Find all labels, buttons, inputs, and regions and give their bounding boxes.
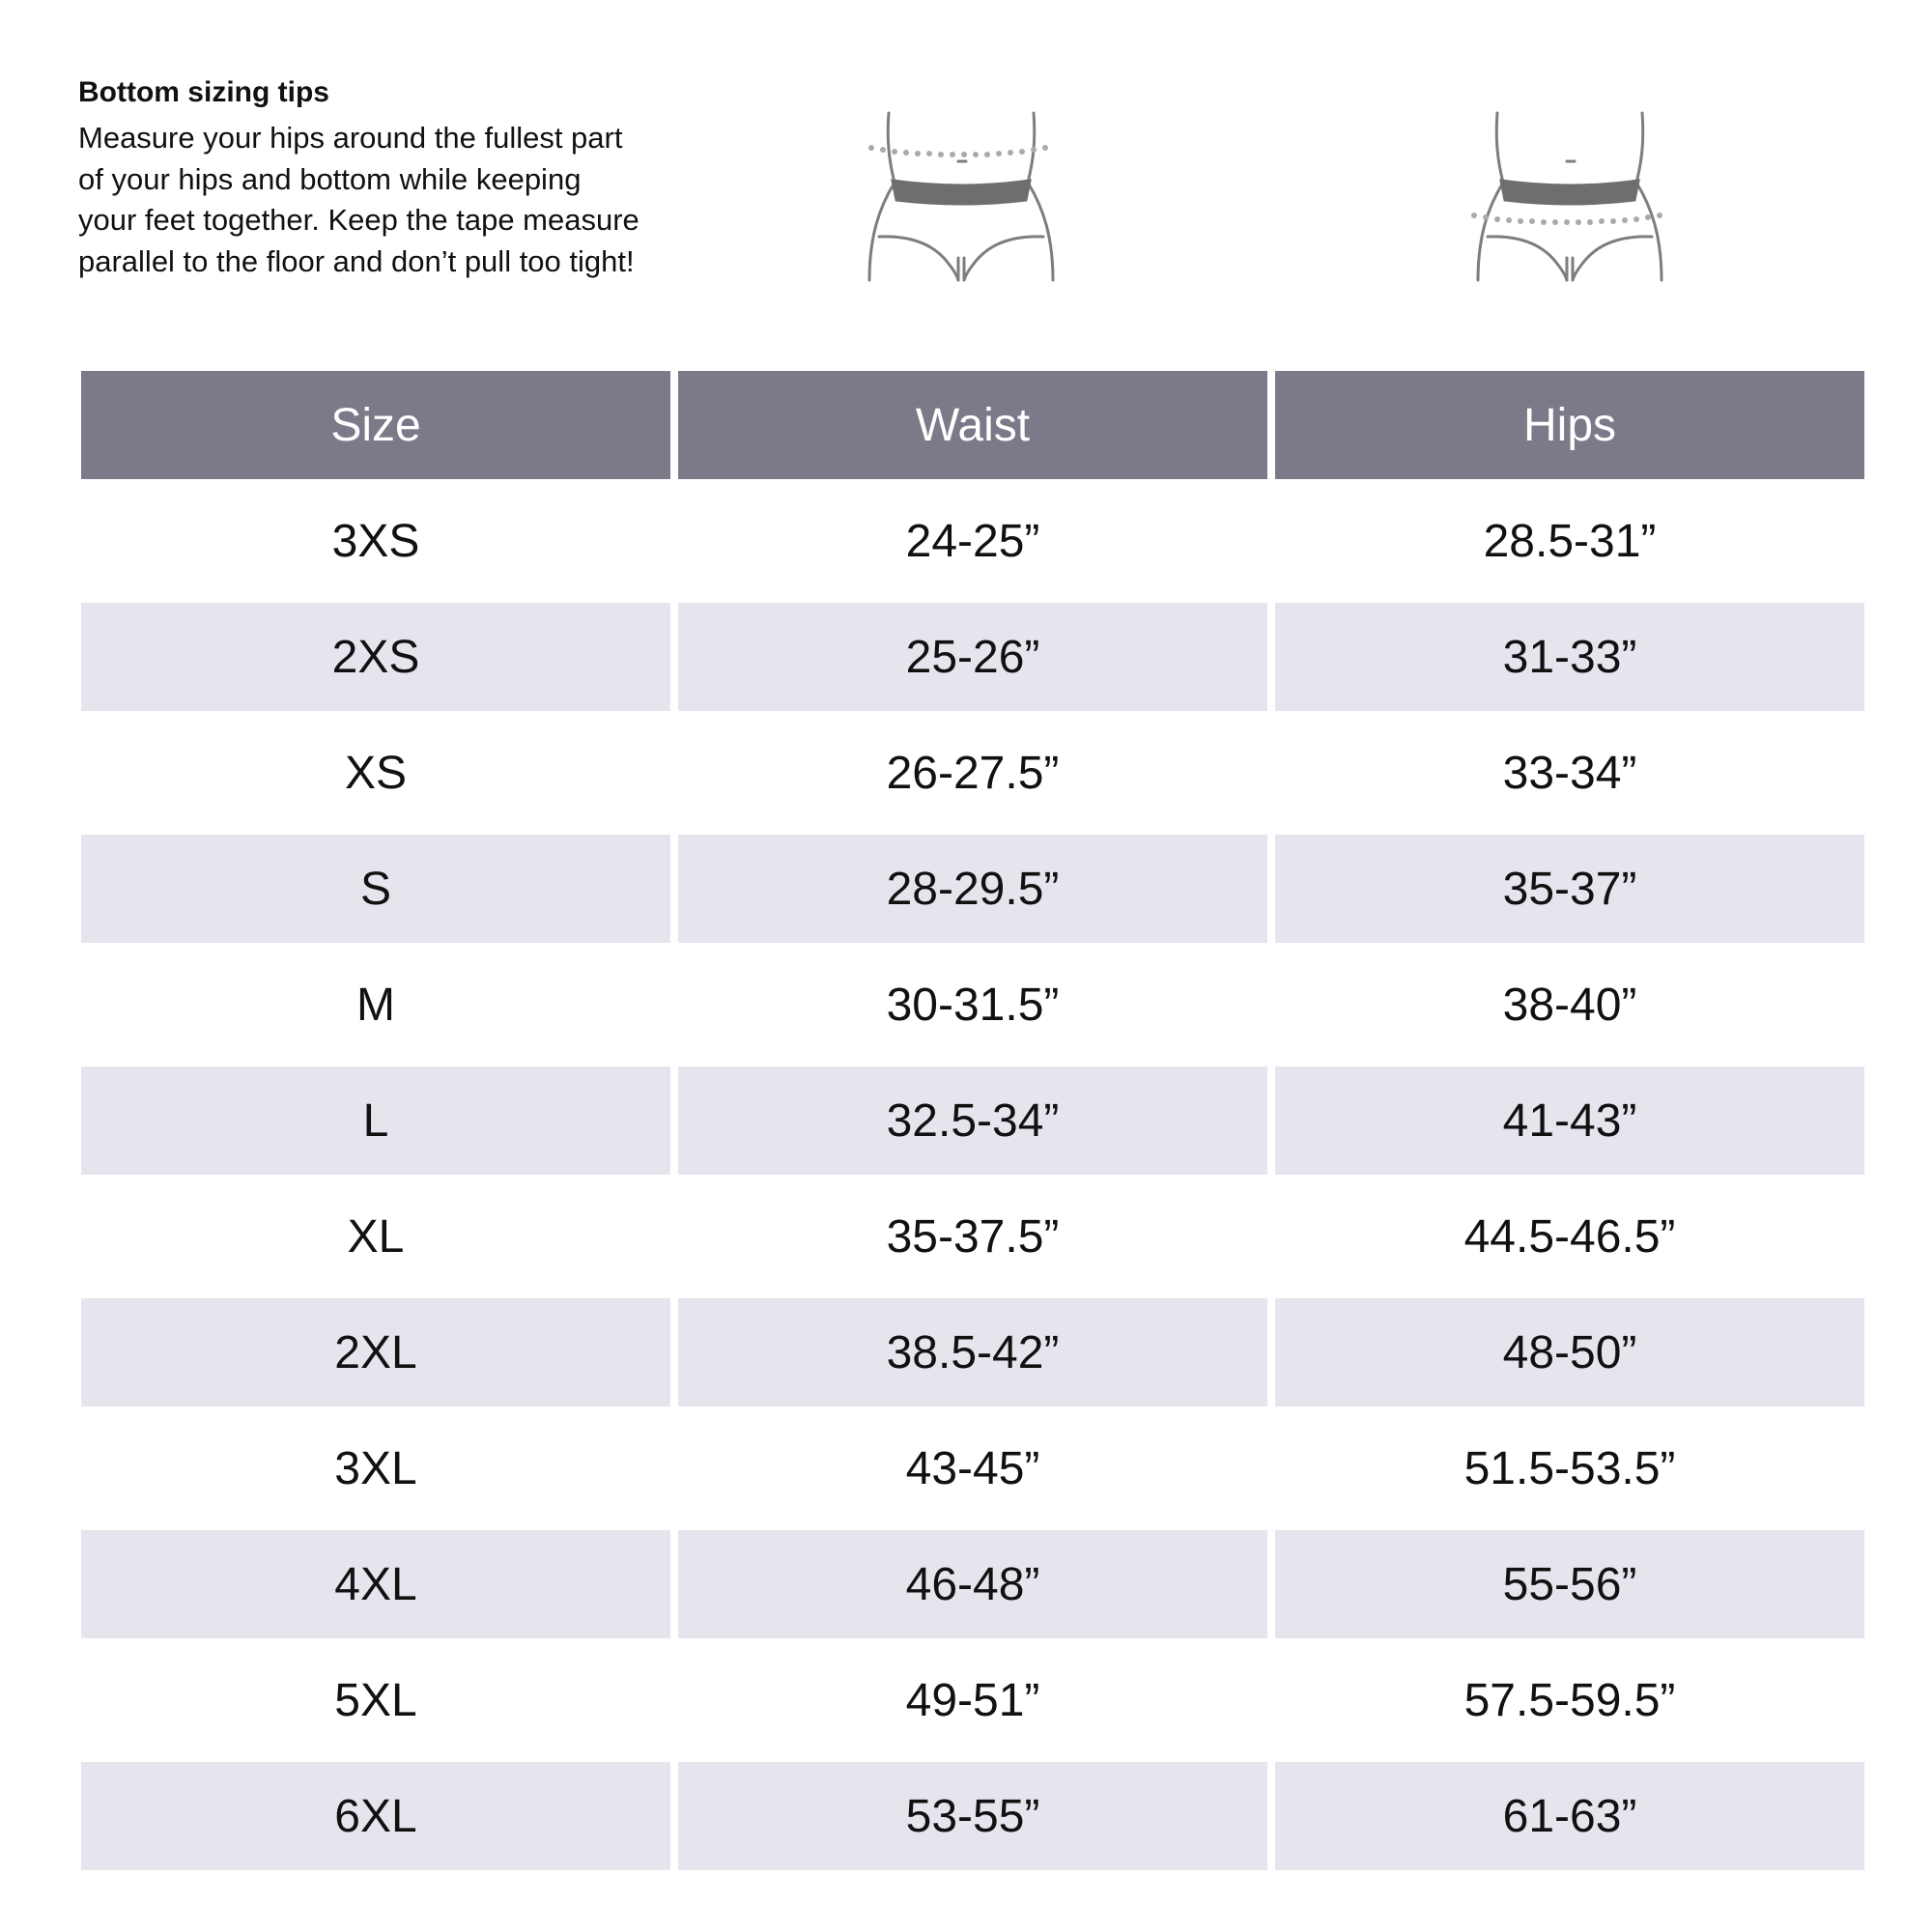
table-row bbox=[81, 487, 1864, 595]
cell-size: L bbox=[81, 1066, 670, 1175]
header-waist: Waist bbox=[678, 371, 1267, 479]
cell-hips: 35-37” bbox=[1275, 835, 1864, 943]
sizing-tips bbox=[78, 73, 696, 282]
table-header-row bbox=[81, 371, 1864, 479]
cell-waist: 26-27.5” bbox=[678, 719, 1267, 827]
table-row bbox=[81, 1066, 1864, 1175]
cell-hips: 38-40” bbox=[1275, 951, 1864, 1059]
table-row bbox=[81, 1646, 1864, 1754]
cell-size: 6XL bbox=[81, 1762, 670, 1870]
table-row bbox=[81, 1182, 1864, 1291]
cell-waist: 25-26” bbox=[678, 603, 1267, 711]
tips-line: parallel to the floor and don’t pull too tight! bbox=[78, 243, 635, 278]
cell-size: 5XL bbox=[81, 1646, 670, 1754]
cell-size: M bbox=[81, 951, 670, 1059]
cell-hips: 48-50” bbox=[1275, 1298, 1864, 1406]
tips-title: Bottom sizing tips bbox=[78, 76, 329, 108]
cell-hips: 44.5-46.5” bbox=[1275, 1182, 1864, 1291]
cell-hips: 57.5-59.5” bbox=[1275, 1646, 1864, 1754]
table-row bbox=[81, 835, 1864, 943]
tips-line: Measure your hips around the fullest part bbox=[78, 121, 623, 155]
cell-size: 4XL bbox=[81, 1530, 670, 1638]
cell-hips: 33-34” bbox=[1275, 719, 1864, 827]
table-row bbox=[81, 1530, 1864, 1638]
waist-measurement-icon bbox=[850, 101, 1082, 314]
cell-waist: 35-37.5” bbox=[678, 1182, 1267, 1291]
cell-waist: 46-48” bbox=[678, 1530, 1267, 1638]
cell-waist: 30-31.5” bbox=[678, 951, 1267, 1059]
cell-size: 3XS bbox=[81, 487, 670, 595]
cell-hips: 41-43” bbox=[1275, 1066, 1864, 1175]
table-row bbox=[81, 719, 1864, 827]
cell-size: 3XL bbox=[81, 1414, 670, 1522]
table-row bbox=[81, 1414, 1864, 1522]
header-size: Size bbox=[81, 371, 670, 479]
cell-waist: 28-29.5” bbox=[678, 835, 1267, 943]
header-hips: Hips bbox=[1275, 371, 1864, 479]
cell-hips: 55-56” bbox=[1275, 1530, 1864, 1638]
cell-size: 2XL bbox=[81, 1298, 670, 1406]
tips-line: your feet together. Keep the tape measure bbox=[78, 203, 639, 237]
tips-line: of your hips and bottom while keeping bbox=[78, 161, 582, 196]
table-row bbox=[81, 1298, 1864, 1406]
cell-waist: 49-51” bbox=[678, 1646, 1267, 1754]
hips-measurement-icon bbox=[1459, 101, 1690, 314]
cell-hips: 28.5-31” bbox=[1275, 487, 1864, 595]
cell-waist: 43-45” bbox=[678, 1414, 1267, 1522]
cell-size: XS bbox=[81, 719, 670, 827]
cell-waist: 38.5-42” bbox=[678, 1298, 1267, 1406]
size-chart-table bbox=[81, 371, 1864, 1870]
cell-hips: 61-63” bbox=[1275, 1762, 1864, 1870]
cell-size: S bbox=[81, 835, 670, 943]
cell-hips: 51.5-53.5” bbox=[1275, 1414, 1864, 1522]
cell-waist: 32.5-34” bbox=[678, 1066, 1267, 1175]
table-row bbox=[81, 1762, 1864, 1870]
tips-body bbox=[78, 118, 696, 282]
cell-size: XL bbox=[81, 1182, 670, 1291]
table-row bbox=[81, 603, 1864, 711]
table-row bbox=[81, 951, 1864, 1059]
cell-size: 2XS bbox=[81, 603, 670, 711]
cell-waist: 24-25” bbox=[678, 487, 1267, 595]
cell-waist: 53-55” bbox=[678, 1762, 1267, 1870]
cell-hips: 31-33” bbox=[1275, 603, 1864, 711]
